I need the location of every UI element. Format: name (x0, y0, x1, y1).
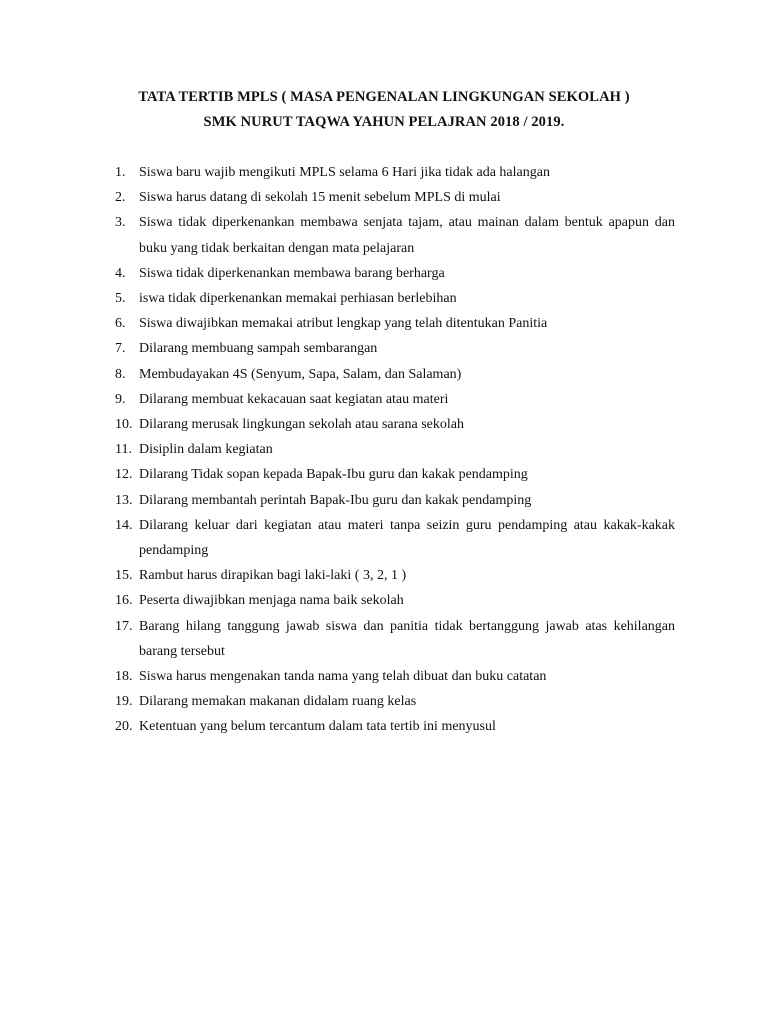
item-number: 11. (115, 442, 132, 458)
item-text: Siswa diwajibkan memakai atribut lengkap yang telah ditentukan Panitia (139, 316, 548, 332)
item-number: 15. (115, 568, 133, 584)
item-number: 16. (115, 593, 133, 609)
list-item (0, 412, 675, 437)
item-text: Dilarang membuat kekacauan saat kegiatan atau materi (139, 391, 449, 407)
list-item (0, 387, 675, 412)
item-text: Dilarang Tidak sopan kepada Bapak-Ibu guru dan kakak pendamping (139, 467, 528, 483)
item-number: 3. (115, 215, 126, 231)
item-number: 12. (115, 467, 133, 483)
item-number: 10. (115, 417, 133, 433)
list-item (0, 714, 675, 739)
item-text: Dilarang merusak lingkungan sekolah atau sarana sekolah (139, 417, 465, 433)
item-number: 17. (115, 618, 133, 634)
item-text: Ketentuan yang belum tercantum dalam tata tertib ini menyusul (139, 719, 496, 735)
list-item (0, 286, 675, 311)
list-item (0, 614, 675, 664)
item-text: iswa tidak diperkenankan memakai perhiasan berlebihan (139, 291, 457, 307)
list-item (0, 362, 675, 387)
list-item (0, 462, 675, 487)
item-number: 4. (115, 265, 126, 281)
list-item (0, 588, 675, 613)
item-number: 14. (115, 517, 133, 533)
item-number: 18. (115, 669, 133, 685)
document-title: TATA TERTIB MPLS ( MASA PENGENALAN LINGKUNGAN SEKOLAH ) (138, 89, 630, 105)
item-text: Dilarang membantah perintah Bapak-Ibu guru dan kakak pendamping (139, 492, 532, 508)
item-text: Dilarang memakan makanan didalam ruang kelas (139, 694, 417, 710)
item-number: 2. (115, 190, 126, 206)
item-text: Barang hilang tanggung jawab siswa dan panitia tidak bertanggung jawab atas kehilangan barang tersebut (139, 618, 675, 659)
item-text: Siswa tidak diperkenankan membawa barang berharga (139, 265, 445, 281)
list-item (0, 336, 675, 361)
item-text: Siswa tidak diperkenankan membawa senjata tajam, atau mainan dalam bentuk apapun dan buku yang tidak berkaitan dengan mata pelajaran (139, 215, 675, 256)
item-number: 6. (115, 316, 126, 332)
item-number: 1. (115, 165, 126, 180)
list-item (0, 261, 675, 286)
item-text: Siswa baru wajib mengikuti MPLS selama 6 Hari jika tidak ada halangan (139, 165, 550, 180)
list-item (0, 563, 675, 588)
item-text: Rambut harus dirapikan bagi laki-laki ( 3, 2, 1 ) (139, 568, 407, 584)
item-number: 13. (115, 492, 133, 508)
item-text: Dilarang membuang sampah sembarangan (139, 341, 378, 357)
item-text: Dilarang keluar dari kegiatan atau materi tanpa seizin guru pendamping atau kakak-kakak pendamping (139, 517, 675, 559)
list-item (0, 488, 675, 513)
list-item (0, 210, 675, 260)
list-item (0, 311, 675, 336)
item-text: Siswa harus datang di sekolah 15 menit sebelum MPLS di mulai (139, 190, 501, 206)
item-text: Peserta diwajibkan menjaga nama baik sekolah (139, 593, 404, 609)
list-item (0, 160, 675, 185)
item-text: Membudayakan 4S (Senyum, Sapa, Salam, dan Salaman) (139, 366, 462, 382)
list-item (0, 437, 675, 462)
list-item (0, 689, 675, 714)
list-item (0, 185, 675, 210)
item-number: 19. (115, 694, 133, 710)
document-subtitle: SMK NURUT TAQWA YAHUN PELAJRAN 2018 / 2019. (203, 114, 565, 130)
item-number: 5. (115, 291, 126, 307)
rules-list (0, 160, 768, 740)
list-item (0, 664, 675, 689)
item-number: 20. (115, 719, 133, 735)
item-text: Disiplin dalam kegiatan (139, 442, 273, 458)
item-number: 9. (115, 391, 126, 407)
item-number: 8. (115, 366, 126, 382)
item-text: Siswa harus mengenakan tanda nama yang telah dibuat dan buku catatan (139, 669, 547, 685)
list-item (0, 513, 675, 563)
item-number: 7. (115, 341, 126, 357)
